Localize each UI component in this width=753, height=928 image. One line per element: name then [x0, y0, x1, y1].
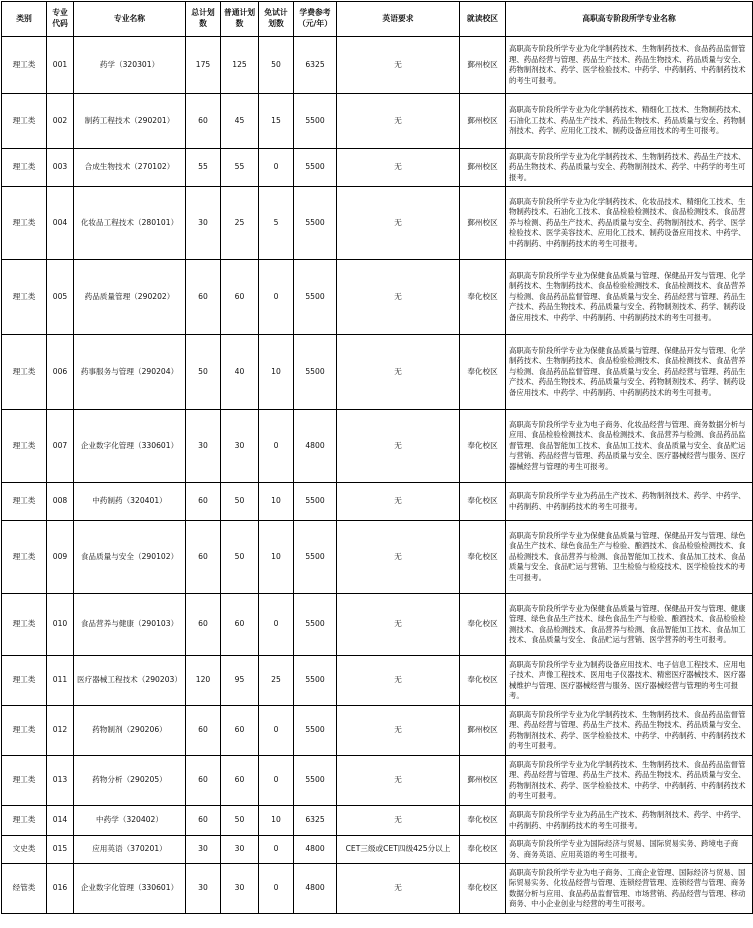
cell-english: 无 — [337, 806, 460, 836]
cell-major: 药品质量管理（290202） — [74, 260, 186, 335]
cell-regular: 30 — [221, 836, 259, 864]
cell-regular: 50 — [221, 806, 259, 836]
cell-tuition: 5500 — [294, 756, 337, 806]
cell-allowed-majors: 高职高专阶段所学专业为化学制药技术、生物制药技术、食品药品监督管理、药品经营与管理、药品生产技术、药品生物技术、药品质量与安全、药物制剂技术、药学、医学检验技术、中药学、中药制药、中药制药技术的考生可报考。 — [506, 756, 753, 806]
cell-allowed-majors: 高职高专阶段所学专业为电子商务、化妆品经营与管理、商务数据分析与应用、食品检验检测技术、食品检测技术、食品营养与检测、食品药品监督管理、食品智能加工技术、食品加工技术、食品质量与安全、食品贮运与营销、药品经营与管理、药品质量与安全、医疗器械经营与服务、医疗器械经营与管理的考生可报考。 — [506, 410, 753, 483]
table-row — [2, 37, 753, 94]
cell-english: 无 — [337, 335, 460, 410]
cell-regular: 45 — [221, 94, 259, 149]
table-row — [2, 483, 753, 521]
table-row — [2, 706, 753, 756]
cell-campus: 奉化校区 — [460, 335, 506, 410]
cell-code: 004 — [47, 187, 74, 260]
cell-code: 010 — [47, 594, 74, 656]
cell-exempt: 10 — [259, 483, 294, 521]
table-row — [2, 260, 753, 335]
cell-english: 无 — [337, 521, 460, 594]
cell-english: CET三级或CET四级425分以上 — [337, 836, 460, 864]
cell-exempt: 0 — [259, 756, 294, 806]
cell-tuition: 5500 — [294, 149, 337, 187]
cell-allowed-majors: 高职高专阶段所学专业为保健食品质量与管理、保健品开发与管理、化学制药技术、生物制药技术、食品检验检测技术、食品检测技术、食品营养与检测、食品药品监督管理、食品质量与安全、药品经营与管理、药品生产技术、药品生物技术、药品质量与安全、药物制剂技术、药学、制药设备应用技术、中药学、中药制药、中药制药技术的考生可报考。 — [506, 335, 753, 410]
header-row — [2, 2, 753, 37]
cell-category: 理工类 — [2, 656, 47, 706]
cell-tuition: 5500 — [294, 656, 337, 706]
cell-tuition: 5500 — [294, 594, 337, 656]
cell-code: 016 — [47, 864, 74, 914]
cell-exempt: 5 — [259, 187, 294, 260]
table-row — [2, 187, 753, 260]
cell-major: 化妆品工程技术（280101） — [74, 187, 186, 260]
table-row — [2, 521, 753, 594]
cell-major: 药学（320301） — [74, 37, 186, 94]
cell-english: 无 — [337, 149, 460, 187]
cell-exempt: 0 — [259, 836, 294, 864]
cell-major: 药物制剂（290206） — [74, 706, 186, 756]
cell-category: 理工类 — [2, 335, 47, 410]
cell-campus: 奉化校区 — [460, 410, 506, 483]
cell-major: 食品质量与安全（290102） — [74, 521, 186, 594]
cell-category: 文史类 — [2, 836, 47, 864]
cell-regular: 60 — [221, 756, 259, 806]
cell-campus: 奉化校区 — [460, 594, 506, 656]
header-code: 专业代码 — [47, 2, 74, 37]
table-row — [2, 594, 753, 656]
cell-code: 006 — [47, 335, 74, 410]
cell-english: 无 — [337, 706, 460, 756]
cell-allowed-majors: 高职高专阶段所学专业为化学制药技术、化妆品技术、精细化工技术、生物制药技术、石油化工技术、食品检验检测技术、食品检测技术、食品营养与检测、药品生产技术、药品质量与安全、药物制剂技术、药学、医学检验技术、医学美容技术、应用化工技术、制药设备应用技术、中药学、中药制药、中药制药技术的考生可报考。 — [506, 187, 753, 260]
header-english: 英语要求 — [337, 2, 460, 37]
cell-regular: 60 — [221, 260, 259, 335]
cell-english: 无 — [337, 483, 460, 521]
table-row — [2, 149, 753, 187]
cell-campus: 奉化校区 — [460, 483, 506, 521]
table-row — [2, 756, 753, 806]
cell-english: 无 — [337, 94, 460, 149]
cell-category: 理工类 — [2, 483, 47, 521]
cell-total: 60 — [186, 594, 221, 656]
cell-regular: 95 — [221, 656, 259, 706]
cell-major: 药事服务与管理（290204） — [74, 335, 186, 410]
cell-total: 60 — [186, 706, 221, 756]
cell-english: 无 — [337, 756, 460, 806]
cell-total: 30 — [186, 864, 221, 914]
cell-code: 003 — [47, 149, 74, 187]
cell-total: 50 — [186, 335, 221, 410]
cell-major: 企业数字化管理（330601） — [74, 864, 186, 914]
cell-regular: 30 — [221, 410, 259, 483]
cell-code: 013 — [47, 756, 74, 806]
cell-major: 合成生物技术（270102） — [74, 149, 186, 187]
cell-regular: 40 — [221, 335, 259, 410]
cell-total: 55 — [186, 149, 221, 187]
header-total: 总计划数 — [186, 2, 221, 37]
cell-allowed-majors: 高职高专阶段所学专业为药品生产技术、药物制剂技术、药学、中药学、中药制药、中药制药技术的考生可报考。 — [506, 483, 753, 521]
cell-code: 009 — [47, 521, 74, 594]
cell-exempt: 0 — [259, 260, 294, 335]
cell-english: 无 — [337, 656, 460, 706]
cell-regular: 125 — [221, 37, 259, 94]
cell-total: 60 — [186, 94, 221, 149]
cell-english: 无 — [337, 594, 460, 656]
cell-category: 理工类 — [2, 37, 47, 94]
cell-allowed-majors: 高职高专阶段所学专业为国际经济与贸易、国际贸易实务、跨境电子商务、商务英语、应用英语的考生可报考。 — [506, 836, 753, 864]
cell-total: 120 — [186, 656, 221, 706]
cell-allowed-majors: 高职高专阶段所学专业为制药设备应用技术、电子信息工程技术、应用电子技术、声像工程技术、医用电子仪器技术、精密医疗器械技术、医疗器械维护与管理、医疗器械经营与服务、医疗器械经营与管理的考生可报考。 — [506, 656, 753, 706]
header-regular: 普通计划数 — [221, 2, 259, 37]
cell-category: 理工类 — [2, 594, 47, 656]
cell-tuition: 5500 — [294, 260, 337, 335]
cell-exempt: 10 — [259, 335, 294, 410]
cell-tuition: 5500 — [294, 187, 337, 260]
cell-code: 014 — [47, 806, 74, 836]
cell-allowed-majors: 高职高专阶段所学专业为电子商务、工商企业管理、国际经济与贸易、国际贸易实务、化妆品经营与管理、连锁经营管理、连锁经营与管理、商务数据分析与应用、食品药品监督管理、市场营销、药品经营与管理、移动商务、中小企业创业与经营的考生可报考。 — [506, 864, 753, 914]
cell-category: 理工类 — [2, 260, 47, 335]
cell-total: 60 — [186, 756, 221, 806]
cell-total: 60 — [186, 260, 221, 335]
cell-total: 175 — [186, 37, 221, 94]
header-category: 类别 — [2, 2, 47, 37]
cell-campus: 鄞州校区 — [460, 756, 506, 806]
cell-tuition: 6325 — [294, 37, 337, 94]
cell-allowed-majors: 高职高专阶段所学专业为保健食品质量与管理、保健品开发与管理、化学制药技术、生物制药技术、食品检验检测技术、食品检测技术、食品营养与检测、食品药品监督管理、食品质量与安全、药品经营与管理、药品生产技术、药品生物技术、药品质量与安全、药物制剂技术、药学、制药设备应用技术、中药学、中药制药、中药制药技术的考生可报考。 — [506, 260, 753, 335]
cell-english: 无 — [337, 864, 460, 914]
cell-campus: 奉化校区 — [460, 260, 506, 335]
cell-major: 企业数字化管理（330601） — [74, 410, 186, 483]
cell-total: 30 — [186, 836, 221, 864]
cell-campus: 鄞州校区 — [460, 187, 506, 260]
header-campus: 就读校区 — [460, 2, 506, 37]
cell-english: 无 — [337, 37, 460, 94]
cell-regular: 55 — [221, 149, 259, 187]
cell-major: 药物分析（290205） — [74, 756, 186, 806]
cell-exempt: 10 — [259, 521, 294, 594]
cell-allowed-majors: 高职高专阶段所学专业为化学制药技术、生物制药技术、药品生产技术、药品生物技术、药品质量与安全、药物制剂技术、药学、中药学的考生可报考。 — [506, 149, 753, 187]
cell-tuition: 5500 — [294, 483, 337, 521]
cell-allowed-majors: 高职高专阶段所学专业为化学制药技术、生物制药技术、食品药品监督管理、药品经营与管理、药品生产技术、药品生物技术、药品质量与安全、药物制剂技术、药学、医学检验技术、中药学、中药制药、中药制药技术的考生可报考。 — [506, 706, 753, 756]
cell-exempt: 15 — [259, 94, 294, 149]
cell-allowed-majors: 高职高专阶段所学专业为保健食品质量与管理、保健品开发与管理、绿色食品生产技术、绿色食品生产与检验、酿酒技术、食品检验检测技术、食品检测技术、食品营养与检测、食品智能加工技术、食品加工技术、食品质量与安全、食品贮运与营销、卫生检验与检疫技术、医学检验技术的考生可报考。 — [506, 521, 753, 594]
header-tuition: 学费参考（元/年） — [294, 2, 337, 37]
cell-total: 30 — [186, 187, 221, 260]
cell-category: 理工类 — [2, 806, 47, 836]
cell-regular: 60 — [221, 706, 259, 756]
table-row — [2, 94, 753, 149]
cell-allowed-majors: 高职高专阶段所学专业为化学制药技术、生物制药技术、食品药品监督管理、药品经营与管理、药品生产技术、药品生物技术、药品质量与安全、药物制剂技术、药学、医学检验技术、中药学、中药制药、中药制药技术的考生可报考。 — [506, 37, 753, 94]
cell-major: 制药工程技术（290201） — [74, 94, 186, 149]
cell-category: 理工类 — [2, 149, 47, 187]
cell-code: 012 — [47, 706, 74, 756]
cell-category: 理工类 — [2, 187, 47, 260]
cell-exempt: 0 — [259, 594, 294, 656]
cell-campus: 奉化校区 — [460, 836, 506, 864]
cell-exempt: 0 — [259, 149, 294, 187]
cell-major: 中药制药（320401） — [74, 483, 186, 521]
cell-allowed-majors: 高职高专阶段所学专业为药品生产技术、药物制剂技术、药学、中药学、中药制药、中药制药技术的考生可报考。 — [506, 806, 753, 836]
cell-tuition: 5500 — [294, 335, 337, 410]
cell-tuition: 5500 — [294, 94, 337, 149]
cell-category: 理工类 — [2, 94, 47, 149]
cell-code: 001 — [47, 37, 74, 94]
cell-campus: 奉化校区 — [460, 656, 506, 706]
cell-exempt: 50 — [259, 37, 294, 94]
cell-regular: 30 — [221, 864, 259, 914]
cell-major: 食品营养与健康（290103） — [74, 594, 186, 656]
cell-exempt: 0 — [259, 706, 294, 756]
cell-code: 008 — [47, 483, 74, 521]
cell-campus: 奉化校区 — [460, 521, 506, 594]
cell-regular: 50 — [221, 521, 259, 594]
cell-code: 002 — [47, 94, 74, 149]
cell-tuition: 4800 — [294, 410, 337, 483]
cell-category: 理工类 — [2, 521, 47, 594]
cell-campus: 奉化校区 — [460, 864, 506, 914]
table-row — [2, 410, 753, 483]
header-exempt: 免试计划数 — [259, 2, 294, 37]
cell-regular: 50 — [221, 483, 259, 521]
cell-exempt: 25 — [259, 656, 294, 706]
cell-category: 理工类 — [2, 706, 47, 756]
cell-total: 30 — [186, 410, 221, 483]
table-row — [2, 806, 753, 836]
cell-exempt: 10 — [259, 806, 294, 836]
cell-campus: 鄞州校区 — [460, 37, 506, 94]
cell-campus: 奉化校区 — [460, 806, 506, 836]
cell-major: 应用英语（370201） — [74, 836, 186, 864]
cell-total: 60 — [186, 521, 221, 594]
cell-tuition: 4800 — [294, 864, 337, 914]
header-allowed-majors: 高职高专阶段所学专业名称 — [506, 2, 753, 37]
cell-code: 007 — [47, 410, 74, 483]
cell-allowed-majors: 高职高专阶段所学专业为保健食品质量与管理、保健品开发与管理、健康管理、绿色食品生产技术、绿色食品生产与检验、酿酒技术、食品检验检测技术、食品检测技术、食品营养与检测、食品智能加工技术、食品加工技术、食品质量与安全、食品贮运与营销、医学营养的考生可报考。 — [506, 594, 753, 656]
cell-regular: 60 — [221, 594, 259, 656]
cell-exempt: 0 — [259, 410, 294, 483]
cell-category: 理工类 — [2, 756, 47, 806]
cell-code: 011 — [47, 656, 74, 706]
cell-tuition: 6325 — [294, 806, 337, 836]
cell-allowed-majors: 高职高专阶段所学专业为化学制药技术、精细化工技术、生物制药技术、石油化工技术、药品生产技术、药品生物技术、药品质量与安全、药物制剂技术、药学、应用化工技术、制药设备应用技术的考生可报考。 — [506, 94, 753, 149]
cell-campus: 鄞州校区 — [460, 706, 506, 756]
cell-total: 60 — [186, 483, 221, 521]
cell-major: 医疗器械工程技术（290203） — [74, 656, 186, 706]
table-row — [2, 335, 753, 410]
cell-category: 经管类 — [2, 864, 47, 914]
cell-tuition: 5500 — [294, 521, 337, 594]
cell-english: 无 — [337, 410, 460, 483]
table-row — [2, 864, 753, 914]
cell-code: 005 — [47, 260, 74, 335]
enrollment-plan-table — [1, 1, 753, 914]
cell-exempt: 0 — [259, 864, 294, 914]
cell-campus: 鄞州校区 — [460, 94, 506, 149]
cell-major: 中药学（320402） — [74, 806, 186, 836]
cell-english: 无 — [337, 260, 460, 335]
cell-regular: 25 — [221, 187, 259, 260]
cell-tuition: 5500 — [294, 706, 337, 756]
header-major: 专业名称 — [74, 2, 186, 37]
cell-tuition: 4800 — [294, 836, 337, 864]
cell-english: 无 — [337, 187, 460, 260]
cell-total: 60 — [186, 806, 221, 836]
cell-code: 015 — [47, 836, 74, 864]
table-row — [2, 836, 753, 864]
table-row — [2, 656, 753, 706]
cell-campus: 鄞州校区 — [460, 149, 506, 187]
cell-category: 理工类 — [2, 410, 47, 483]
